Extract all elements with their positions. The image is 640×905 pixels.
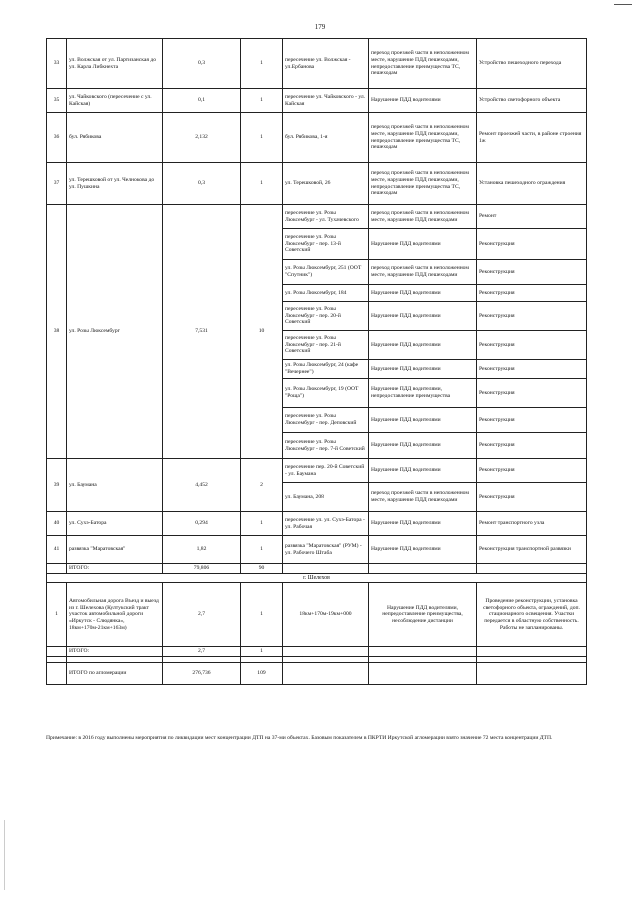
- street-name: бул. Рябикова: [67, 113, 163, 163]
- place-count: 1: [241, 113, 283, 163]
- planned-measure: Реконструкция: [477, 408, 587, 433]
- planned-measure: Реконструкция: [477, 302, 587, 331]
- total-row-shelekhov: [47, 647, 587, 657]
- dtp-location: пересечение ул. Розы Люксембург - пер. 20-й Советский: [283, 302, 369, 331]
- planned-measure: Реконструкция: [477, 229, 587, 260]
- empty-cell: [47, 564, 67, 574]
- dtp-location: пересечение ул. Розы Люксембург - пер. 21-й Советский: [283, 331, 369, 360]
- row-number: 38: [47, 205, 67, 459]
- dtp-location: ул. Баумана, 208: [283, 483, 369, 512]
- street-name: ул. Розы Люксембург: [67, 205, 163, 459]
- total-label: ИТОГО:: [67, 564, 163, 574]
- empty-cell: [283, 662, 369, 684]
- dtp-location: пересечение ул. Чайковского - ул. Кайская: [283, 89, 369, 113]
- dtp-cause: Нарушение ПДД водителями: [369, 360, 477, 379]
- empty-cell: [477, 647, 587, 657]
- planned-measure: Реконструкция: [477, 483, 587, 512]
- dtp-location: бул. Рябикова, 1-я: [283, 113, 369, 163]
- dtp-location: пересечение ул. Розы Люксембург - ул. Тухачевского: [283, 205, 369, 229]
- dtp-location: пересечение ул. Розы Люксембург - пер. Деповский: [283, 408, 369, 433]
- planned-measure: Реконструкция транспортной развязки: [477, 536, 587, 564]
- length-km: 0,3: [163, 163, 241, 205]
- dtp-cause: Нарушение ПДД водителями: [369, 408, 477, 433]
- row-number: 35: [47, 89, 67, 113]
- table-row: [47, 39, 587, 89]
- total-length: 276,736: [163, 662, 241, 684]
- total-label: ИТОГО:: [67, 647, 163, 657]
- table-row: [47, 205, 587, 229]
- planned-measure: Реконструкция: [477, 459, 587, 483]
- row-number: 36: [47, 113, 67, 163]
- table-row: [47, 583, 587, 647]
- corner-mark: [614, 4, 632, 5]
- empty-cell: [47, 662, 67, 684]
- planned-measure: Реконструкция: [477, 379, 587, 408]
- footnote: Примечание: в 2016 году выполнены мероприятия по ликвидации мест концентрации ДТП на 37-ми объектах. Базовым показателем в ПКРТИ Иркутской агломерации взято значение 72 места концентрации ДТП.: [46, 735, 553, 741]
- total-count: 109: [241, 662, 283, 684]
- place-count: 2: [241, 459, 283, 512]
- dtp-cause: Нарушение ПДД водителями, непредоставление преимущества, несоблюдение дистанции: [369, 583, 477, 647]
- table-row: [47, 459, 587, 483]
- street-name: Автомобильная дорога Въезд и выезд из г. Шелехова (Култукский тракт участок автомобильной дороги «Иркутск - Слюдянка», 18км+170м-21км+163м): [67, 583, 163, 647]
- total-row-irkutsk: [47, 564, 587, 574]
- empty-cell: [283, 647, 369, 657]
- table-row: [47, 89, 587, 113]
- empty-cell: [369, 564, 477, 574]
- city-header: г. Шелехов: [47, 573, 587, 583]
- dtp-location: пересечение ул. Волжская - ул.Ербанова: [283, 39, 369, 89]
- length-km: 2,132: [163, 113, 241, 163]
- total-length: 79,806: [163, 564, 241, 574]
- dtp-cause: Нарушение ПДД водителями: [369, 285, 477, 302]
- planned-measure: Ремонт транспортного узла: [477, 512, 587, 536]
- length-km: 7,531: [163, 205, 241, 459]
- dtp-cause: Нарушение ПДД водителями: [369, 512, 477, 536]
- total-label: ИТОГО по агломерации: [67, 662, 163, 684]
- planned-measure: Ремонт проезжей части, в районе строения 1ж: [477, 113, 587, 163]
- table-body: [47, 39, 587, 685]
- place-count: 10: [241, 205, 283, 459]
- street-name: ул. Сухэ-Батора: [67, 512, 163, 536]
- total-row-agglomeration: [47, 662, 587, 684]
- empty-cell: [477, 564, 587, 574]
- empty-cell: [369, 647, 477, 657]
- place-count: 1: [241, 512, 283, 536]
- table-row: [47, 113, 587, 163]
- dtp-cause: Нарушение ПДД водителями: [369, 459, 477, 483]
- empty-cell: [47, 647, 67, 657]
- street-name: ул. Терешковой от ул. Челнокова до ул. Пушкина: [67, 163, 163, 205]
- total-count: 90: [241, 564, 283, 574]
- total-count: 1: [241, 647, 283, 657]
- scan-margin-line: [4, 820, 5, 890]
- dtp-location: пересечение ул. Розы Люксембург - пер. 7-й Советский: [283, 433, 369, 459]
- empty-cell: [283, 564, 369, 574]
- row-number: 40: [47, 512, 67, 536]
- dtp-location: пересечение ул. Розы Люксембург - пер. 13-й Советский: [283, 229, 369, 260]
- dtp-location: ул. Розы Люксембург, 19 (ООТ "Роща"): [283, 379, 369, 408]
- dtp-cause: Нарушение ПДД водителями: [369, 229, 477, 260]
- length-km: 1,82: [163, 536, 241, 564]
- city-header-row: [47, 573, 587, 583]
- street-name: ул. Чайковского (пересечение с ул. Кайская): [67, 89, 163, 113]
- planned-measure: Реконструкция: [477, 331, 587, 360]
- dtp-location: ул. Розы Люксембург, 251 (ООТ "Спутник"): [283, 260, 369, 285]
- dtp-cause: Нарушение ПДД водителями: [369, 433, 477, 459]
- empty-cell: [477, 662, 587, 684]
- planned-measure: Устройство пешеходного перехода: [477, 39, 587, 89]
- place-count: 1: [241, 89, 283, 113]
- table-row: [47, 512, 587, 536]
- row-number: 33: [47, 39, 67, 89]
- street-name: ул. Баумана: [67, 459, 163, 512]
- length-km: 0,3: [163, 39, 241, 89]
- planned-measure: Установка пешеходного ограждения: [477, 163, 587, 205]
- planned-measure: Проведение реконструкции, установка светофорного объекта, ограждений, доп. стационарного освещения. Участки передается в областную собственность. Работы не запланированы.: [477, 583, 587, 647]
- dtp-location: 18км+170м-19км+000: [283, 583, 369, 647]
- row-number: 37: [47, 163, 67, 205]
- place-count: 1: [241, 163, 283, 205]
- dtp-location: ул. Розы Люксембург, 184: [283, 285, 369, 302]
- length-km: 2,7: [163, 583, 241, 647]
- planned-measure: Реконструкция: [477, 433, 587, 459]
- dtp-concentration-table: [46, 38, 587, 685]
- dtp-cause: Нарушение ПДД водителями, непредоставление преимущества: [369, 379, 477, 408]
- dtp-cause: переход проезжей части в неположенном месте, нарушение ПДД пешеходами: [369, 205, 477, 229]
- table-row: [47, 536, 587, 564]
- planned-measure: Реконструкция: [477, 360, 587, 379]
- dtp-cause: переход проезжей части в неположенном месте, нарушение ПДД пешеходами: [369, 483, 477, 512]
- dtp-cause: Нарушение ПДД водителями: [369, 536, 477, 564]
- street-name: развязка "Маратовская": [67, 536, 163, 564]
- dtp-cause: переход проезжей части в неположенном месте, нарушение ПДД пешеходами, непредоставление преимущества ТС, пешеходам: [369, 39, 477, 89]
- length-km: 0,1: [163, 89, 241, 113]
- length-km: 4,452: [163, 459, 241, 512]
- empty-cell: [369, 662, 477, 684]
- place-count: 1: [241, 583, 283, 647]
- dtp-cause: Нарушение ПДД водителями: [369, 331, 477, 360]
- planned-measure: Реконструкция: [477, 285, 587, 302]
- dtp-cause: переход проезжей части в неположенном месте, нарушение ПДД пешеходами, непредоставление преимущества ТС, пешеходам: [369, 163, 477, 205]
- place-count: 1: [241, 39, 283, 89]
- table-row: [47, 163, 587, 205]
- length-km: 0,294: [163, 512, 241, 536]
- dtp-cause: Нарушение ПДД водителями: [369, 89, 477, 113]
- dtp-cause: Нарушение ПДД водителями: [369, 302, 477, 331]
- place-count: 1: [241, 536, 283, 564]
- dtp-location: пересечение пер. 20-й Советский - ул. Баумана: [283, 459, 369, 483]
- street-name: ул. Волжская от ул. Партизанская до ул. Карла Либкнехта: [67, 39, 163, 89]
- dtp-location: пересечение ул. ул. Сухэ-Батора - ул. Рабочая: [283, 512, 369, 536]
- page-number: 179: [314, 23, 326, 31]
- dtp-cause: переход проезжей части в неположенном месте, нарушение ПДД пешеходами, непредоставление преимущества ТС, пешеходам: [369, 113, 477, 163]
- dtp-location: ул. Терешковой, 26: [283, 163, 369, 205]
- dtp-cause: переход проезжей части в неположенном месте, нарушение ПДД пешеходами: [369, 260, 477, 285]
- total-length: 2,7: [163, 647, 241, 657]
- row-number: 39: [47, 459, 67, 512]
- planned-measure: Реконструкция: [477, 260, 587, 285]
- row-number: 1: [47, 583, 67, 647]
- planned-measure: Устройство светофорного объекта: [477, 89, 587, 113]
- planned-measure: Ремонт: [477, 205, 587, 229]
- dtp-location: развязка "Маратовская" (РУМ) - ул. Рабочего Штаба: [283, 536, 369, 564]
- dtp-location: ул. Розы Люксембург, 24 (кафе "Вечернее"): [283, 360, 369, 379]
- row-number: 41: [47, 536, 67, 564]
